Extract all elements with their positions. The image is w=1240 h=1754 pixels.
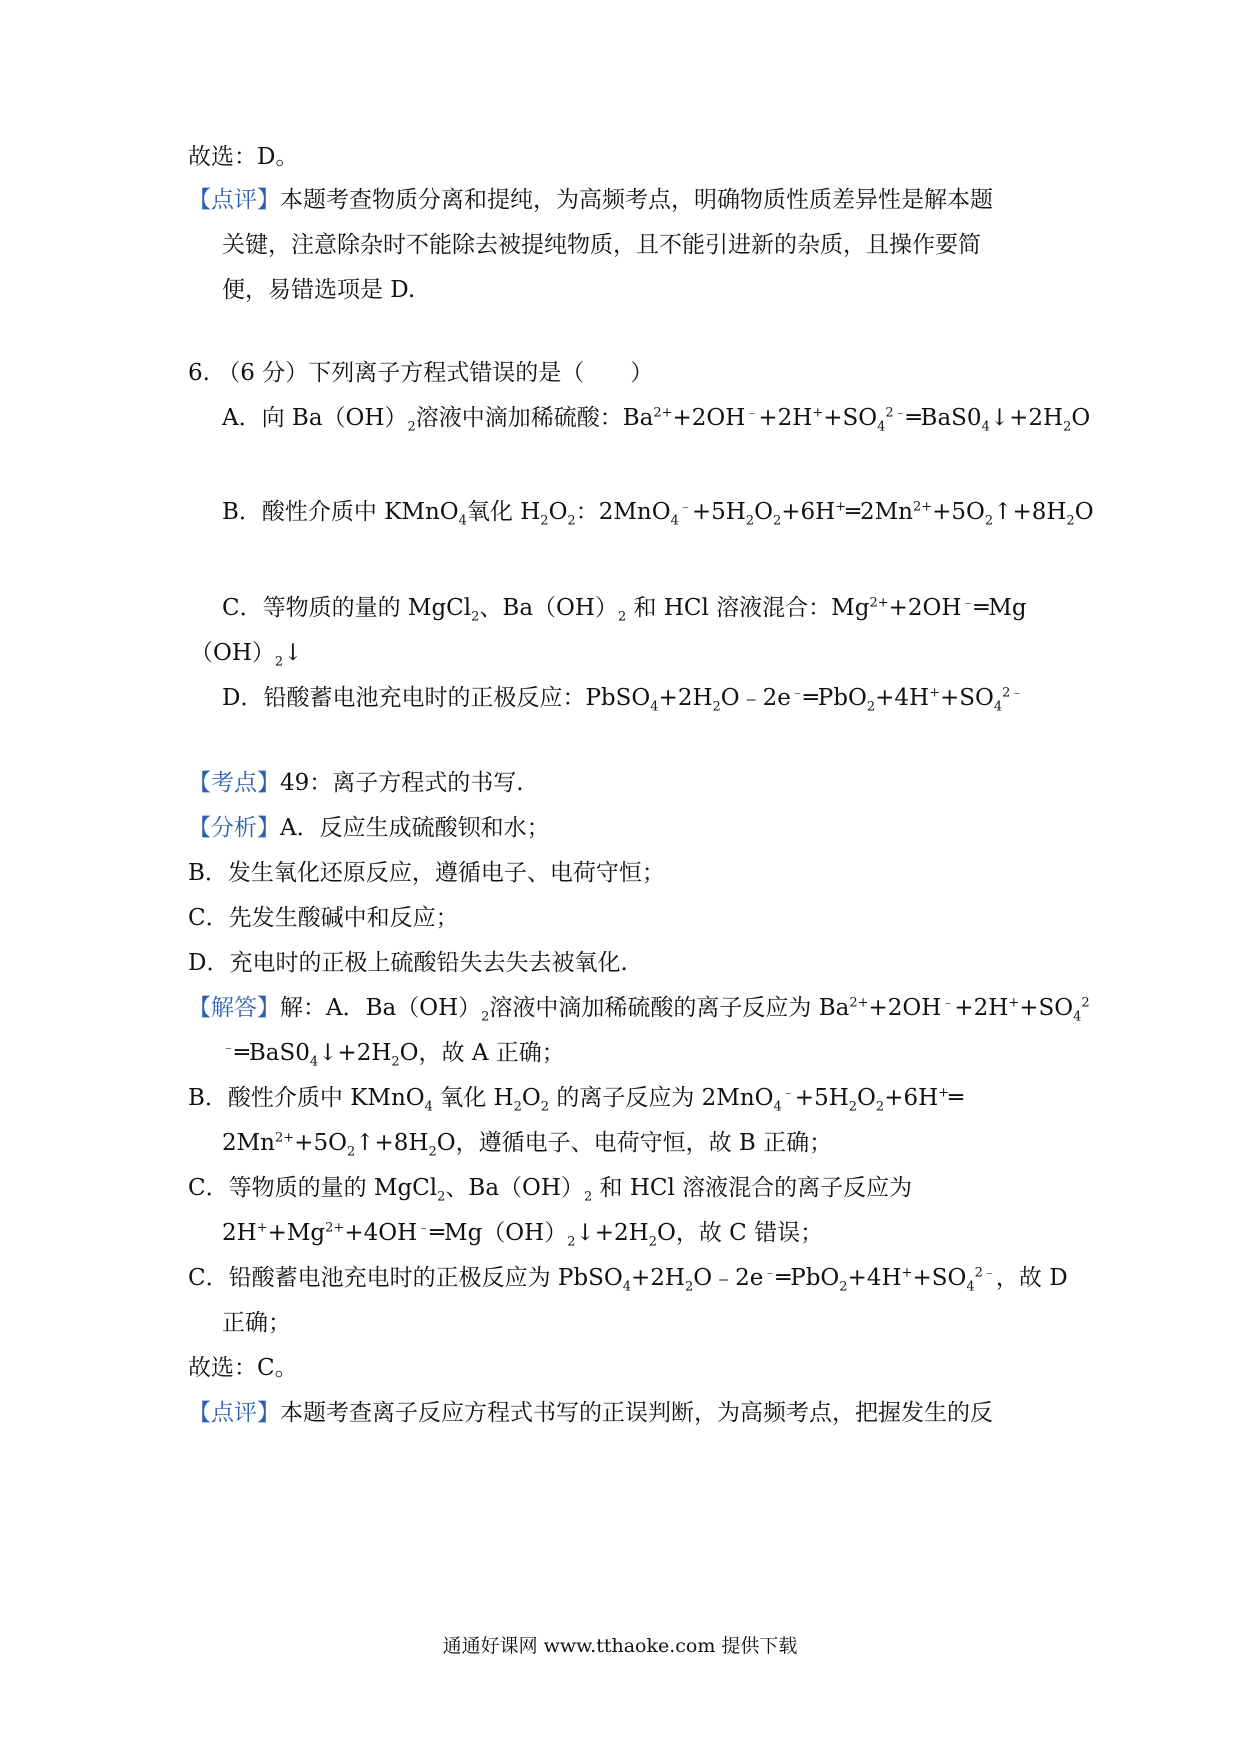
kaodian-line	[188, 768, 524, 798]
option-c-line-1: C．等物质的量的 MgCl$_2$、$Ba(OH)_2$ 和 HCl 溶液混合：$Mg^{2+}+2OH^﹣═Mg$	[222, 595, 1027, 625]
jieda-answer: 故选：C。	[188, 1355, 298, 1381]
jieda-tag: 【解答】	[188, 995, 280, 1021]
option-d: D．铅酸蓄电池充电时的正极反应：$PbSO_4+2H_2O﹣2e^﹣═PbO_2+4H^++SO_4^{2﹣}$	[222, 685, 1024, 715]
jieda-line-d2: 正确；	[222, 1310, 291, 1336]
prev-review-line-1	[188, 185, 993, 215]
jieda-line-a2: $^﹣═BaS0_4↓+2H_2O$，故 A 正确；	[222, 1040, 565, 1070]
question-6-stem: 6. （6 分）下列离子方程式错误的是（ ）	[188, 360, 654, 386]
review-2-text: 本题考查离子反应方程式书写的正误判断，为高频考点，把握发生的反	[280, 1400, 993, 1426]
prev-answer: 故选：D。	[188, 144, 299, 170]
fenxi-line-b: B．发生氧化还原反应，遵循电子、电荷守恒；	[188, 860, 665, 886]
jieda-line-d1: C．铅酸蓄电池充电时的正极反应为 $PbSO_4+2H_2O﹣2e^﹣═PbO_2+4H^++SO_4^{2﹣}$，故 D	[188, 1265, 1068, 1295]
jieda-line-c2: $2H^++Mg^{2+}+4OH^﹣═Mg(OH)_2↓+2H_2O$，故 C 错误；	[222, 1220, 824, 1250]
fenxi-line-d: D．充电时的正极上硫酸铅失去失去被氧化.	[188, 950, 628, 976]
option-b: B．酸性介质中 KMnO$_4$氧化 $H_2O_2$：$2MnO_4^﹣+5H_2O_2+6H^+═2Mn^{2+}+5O_2↑+8H_2O$	[222, 499, 1094, 529]
prev-review-line-2: 关键，注意除杂时不能除去被提纯物质，且不能引进新的杂质，且操作要简	[222, 232, 981, 258]
page-footer: 通通好课网 www.tthaoke.com 提供下载	[442, 1635, 798, 1657]
prev-review-text: 本题考查物质分离和提纯，为高频考点，明确物质性质差异性是解本题	[280, 187, 993, 213]
fenxi-tag: 【分析】	[188, 815, 280, 841]
review-tag: 【点评】	[188, 187, 280, 213]
fenxi-line-c: C．先发生酸碱中和反应；	[188, 905, 459, 931]
fenxi-line-a: 【分析】A．反应生成硫酸钡和水；	[188, 815, 550, 841]
jieda-line-a1: 【解答】解：A．$Ba(OH)_2$溶液中滴加稀硫酸的离子反应为 $Ba^{2+}+2OH^﹣+2H^++SO_4^2$	[188, 995, 1090, 1025]
option-a: A．向 $Ba(OH)_2$溶液中滴加稀硫酸：$Ba^{2+}+2OH^﹣+2H^++SO_4^{2﹣}═BaS0_4↓+2H_2O$	[222, 405, 1091, 435]
jieda-line-c1: C．等物质的量的 MgCl$_2$、$Ba(OH)_2$ 和 HCl 溶液混合的离子反应为	[188, 1175, 913, 1205]
review-tag-2: 【点评】	[188, 1400, 280, 1426]
kaodian-tag: 【考点】	[188, 770, 280, 796]
jieda-line-b1: B．酸性介质中 KMnO$_4$ 氧化 $H_2O_2$ 的离子反应为 $2MnO_4^﹣+5H_2O_2+6H^+═$	[188, 1085, 963, 1115]
option-c-line-2: $(OH)_2↓$	[190, 640, 303, 670]
jieda-line-b2: $2Mn^{2+}+5O_2↑+8H_2O$，遵循电子、电荷守恒，故 B 正确；	[222, 1130, 833, 1160]
prev-review-line-3: 便，易错选项是 D.	[222, 277, 416, 303]
kaodian-text: 49：离子方程式的书写.	[280, 770, 524, 796]
review-2-line	[188, 1398, 993, 1428]
